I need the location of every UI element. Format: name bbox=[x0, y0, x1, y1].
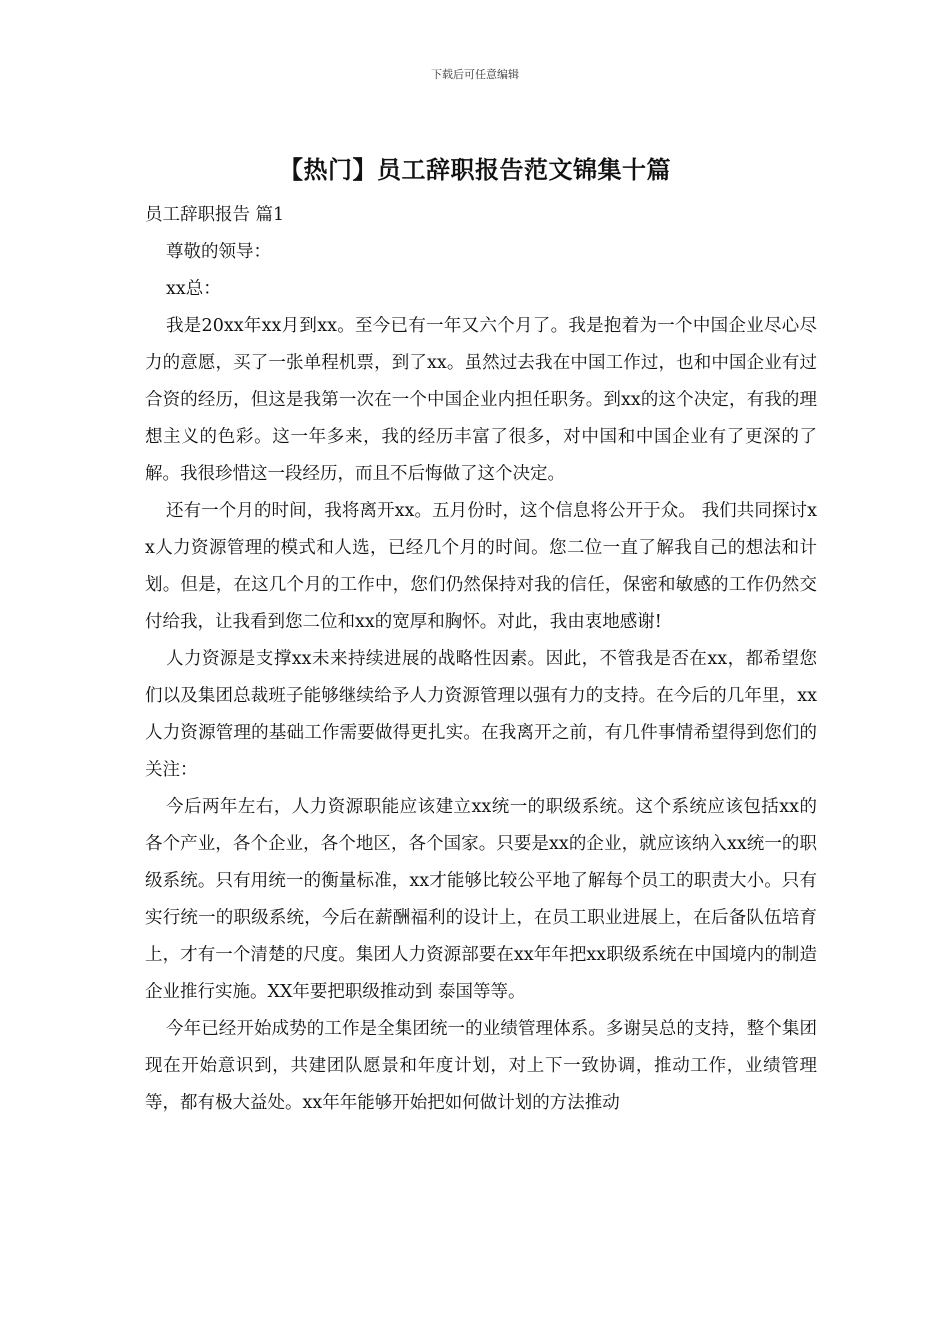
salutation: 尊敬的领导： bbox=[166, 242, 271, 262]
document-body bbox=[145, 197, 817, 1122]
body-paragraph: 今年已经开始成势的工作是全集团统一的业绩管理体系。多谢吴总的支持，整个集团现在开始意识到，共建团队愿景和年度计划，对上下一致协调，推动工作，业绩管理等，都有极大益处。xx年年能够开始把如何做计划的方法推动 bbox=[145, 1019, 817, 1113]
body-paragraph: 还有一个月的时间，我将离开xx。五月份时，这个信息将公开于众。 我们共同探讨xx人力资源管理的模式和人选，已经几个月的时间。您二位一直了解我自己的想法和计划。但是，在这几个月的工作中，您们仍然保持对我的信任，保密和敏感的工作仍然交付给我，让我看到您二位和xx的宽厚和胸怀。对此，我由衷地感谢! bbox=[145, 501, 817, 632]
addressee: xx总： bbox=[166, 279, 221, 299]
section-title: 员工辞职报告 篇1 bbox=[145, 205, 285, 225]
body-paragraph: 今后两年左右，人力资源职能应该建立xx统一的职级系统。这个系统应该包括xx的各个产业，各个企业，各个地区，各个国家。只要是xx的企业，就应该纳入xx统一的职级系统。只有用统一的衡量标准，xx才能够比较公平地了解每个员工的职责大小。只有实行统一的职级系统，今后在薪酬福利的设计上，在员工职业进展上，在后备队伍培育上，才有一个清楚的尺度。集团人力资源部要在xx年年把xx职级系统在中国境内的制造企业推行实施。XX年要把职级推动到 泰国等等。 bbox=[145, 797, 817, 1002]
document-title: 【热门】员工辞职报告范文锦集十篇 bbox=[279, 155, 671, 184]
body-paragraph: 人力资源是支撑xx未来持续进展的战略性因素。因此，不管我是否在xx，都希望您们以及集团总裁班子能够继续给予人力资源管理以强有力的支持。在今后的几年里，xx人力资源管理的基础工作需要做得更扎实。在我离开之前，有几件事情希望得到您们的关注： bbox=[145, 649, 817, 780]
header-note: 下载后可任意编辑 bbox=[431, 68, 519, 81]
body-paragraph: 我是20xx年xx月到xx。至今已有一年又六个月了。我是抱着为一个中国企业尽心尽力的意愿，买了一张单程机票，到了xx。虽然过去我在中国工作过，也和中国企业有过合资的经历，但这是我第一次在一个中国企业内担任职务。到xx的这个决定，有我的理想主义的色彩。这一年多来，我的经历丰富了很多，对中国和中国企业有了更深的了解。我很珍惜这一段经历，而且不后悔做了这个决定。 bbox=[145, 316, 817, 484]
